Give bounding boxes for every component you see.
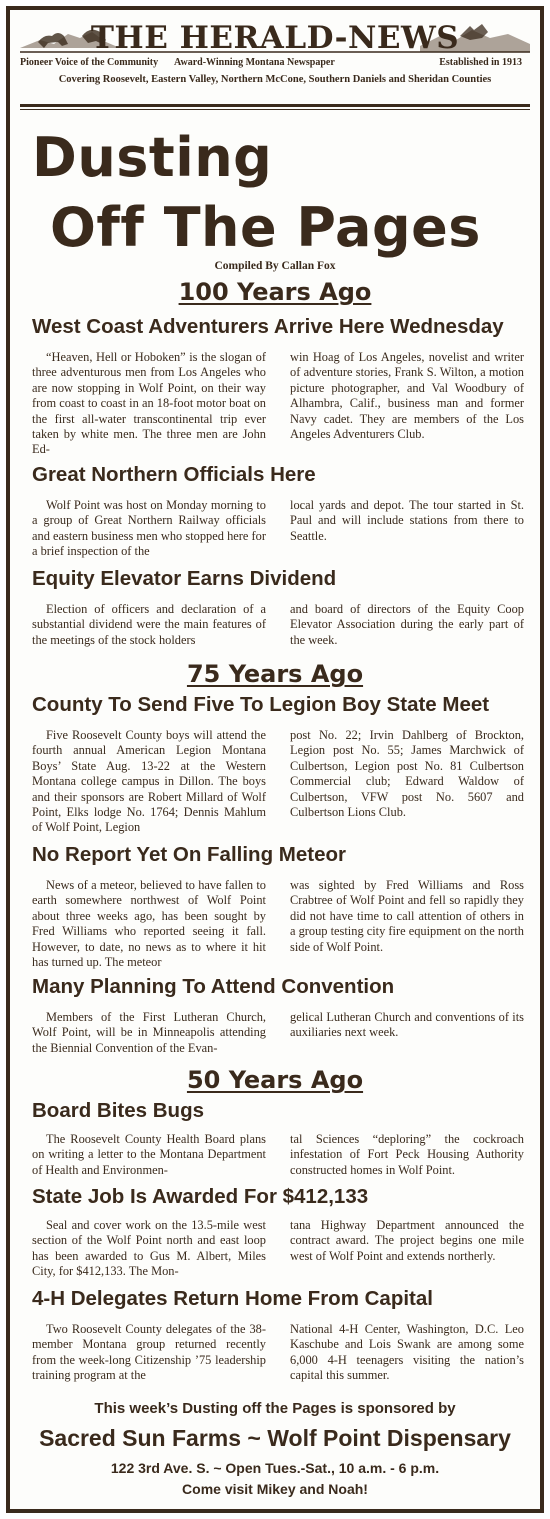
era-heading-75: 75 Years Ago xyxy=(186,660,364,688)
story-text-right: gelical Lutheran Church and conventions of its auxiliaries next week. xyxy=(290,1010,524,1040)
masthead xyxy=(20,18,530,85)
story-text-right: win Hoag of Los Angeles, novelist and writer of adventure stories, Frank S. Wilton, a motion picture photographer, and Val Woodbury of Alhambra, Calif., business man and former Navy cadet. They are members of the Los Angeles Adventurers Club. xyxy=(290,350,524,442)
sponsor-intro: This week’s Dusting off the Pages is sponsored by xyxy=(94,1400,456,1417)
story-text-left: News of a meteor, believed to have fallen to earth somewhere northwest of Wolf Point about three weeks ago, has been sought by Fred Williams who reported seeing it fall. However, to date, no news as to where it hit has turned up. The meteor xyxy=(32,878,266,970)
story-text-left: Election of officers and declaration of a substantial dividend were the main features of the meetings of the stock holders xyxy=(32,602,266,647)
masthead-divider-thin xyxy=(20,109,530,110)
story-headline: Equity Elevator Earns Dividend xyxy=(32,567,337,590)
story-text-right: tana Highway Department announced the contract award. The project begins one mile west of Wolf Point and extends northerly. xyxy=(290,1218,524,1263)
story-headline: 4-H Delegates Return Home From Capital xyxy=(32,1287,433,1310)
compiled-by: Compiled By Callan Fox xyxy=(214,260,336,272)
story-headline: State Job Is Awarded For $412,133 xyxy=(32,1185,369,1208)
story-text-left: Seal and cover work on the 13.5-mile west section of the Wolf Point north and east loop has been awarded to Gus M. Albert, Miles City, for $412,133. The Mon- xyxy=(32,1218,266,1279)
page-title-line-2: Off The Pages xyxy=(50,196,481,259)
era-heading-100: 100 Years Ago xyxy=(178,278,372,306)
tagline-right: Established in 1913 xyxy=(439,57,522,68)
story-text-right: local yards and depot. The tour started in St. Paul and will include stations from there to Seattle. xyxy=(290,498,524,543)
story-text-left: Five Roosevelt County boys will attend the fourth annual American Legion Montana Boys’ State Aug. 13-22 at the Western Montana college campus in Dillon. The boys and their sponsors are Robert Millard of Wolf Point, Elks lodge No. 1764; Dennis Mahlum of Wolf Point, Legion xyxy=(32,728,266,835)
newspaper-name: THE HERALD-NEWS xyxy=(90,20,460,56)
coverage-area: Covering Roosevelt, Eastern Valley, Northern McCone, Southern Daniels and Sheridan Counties xyxy=(58,74,492,85)
masthead-divider xyxy=(20,104,530,107)
story-text-left: Members of the First Lutheran Church, Wolf Point, will be in Minneapolis attending the Biennial Convention of the Evan- xyxy=(32,1010,266,1055)
story-text-left: Wolf Point was host on Monday morning to a group of Great Northern Railway officials and eastern business men who stopped here for a brief inspection of the xyxy=(32,498,266,559)
story-text-right: and board of directors of the Equity Coop Elevator Association during the early part of the week. xyxy=(290,602,524,647)
story-text-right: post No. 22; Irvin Dahlberg of Brockton, Legion post No. 55; James Marchwick of Culbertson, Legion post No. 81 Culbertson Commercial club; Edward Waldow of Culbertson, VFW post No. 5607 and Culbertson Lions Club. xyxy=(290,728,524,820)
story-headline: Many Planning To Attend Convention xyxy=(32,975,395,998)
story-headline: Great Northern Officials Here xyxy=(32,463,316,486)
newspaper-page xyxy=(6,6,544,1513)
sponsor-address: 122 3rd Ave. S. ~ Open Tues.-Sat., 10 a.m. - 6 p.m. xyxy=(110,1460,440,1476)
story-headline: West Coast Adventurers Arrive Here Wednesday xyxy=(32,315,504,338)
story-headline: Board Bites Bugs xyxy=(32,1099,204,1122)
story-text-right: tal Sciences “deploring” the cockroach infestation of Fort Peck Housing Authority constructed homes in Wolf Point. xyxy=(290,1132,524,1177)
page-title-line-1: Dusting xyxy=(32,126,273,189)
story-text-right: was sighted by Fred Williams and Ross Crabtree of Wolf Point and fell so rapidly they did not have time to call attention of others in a group testing city fire equipment on the north side of Wolf Point. xyxy=(290,878,524,954)
tagline-middle: Award-Winning Montana Newspaper xyxy=(174,57,335,68)
story-text-right: National 4-H Center, Washington, D.C. Leo Kaschube and Lois Swank are among some 6,000 4-H teenagers visiting the nation’s capital this summer. xyxy=(290,1322,524,1383)
story-headline: No Report Yet On Falling Meteor xyxy=(32,843,346,866)
story-text-left: The Roosevelt County Health Board plans on writing a letter to the Montana Department of Health and Environmen- xyxy=(32,1132,266,1177)
tagline-left: Pioneer Voice of the Community xyxy=(20,57,159,68)
tagline-row xyxy=(20,57,530,71)
story-headline: County To Send Five To Legion Boy State Meet xyxy=(32,693,490,716)
era-heading-50: 50 Years Ago xyxy=(186,1066,364,1094)
sponsor-visit: Come visit Mikey and Noah! xyxy=(182,1481,368,1497)
sponsor-name: Sacred Sun Farms ~ Wolf Point Dispensary xyxy=(39,1425,511,1451)
story-text-left: Two Roosevelt County delegates of the 38-member Montana group returned recently from the week-long Citizenship ’75 leadership training program at the xyxy=(32,1322,266,1383)
story-text-left: “Heaven, Hell or Hoboken” is the slogan of three adventurous men from Los Angeles who are now stopping in Wolf Point, on their way from coast to coast in an 18-foot motor boat on the first all-water transcontinental trip ever taken by white men. The three men are John Ed- xyxy=(32,350,266,457)
